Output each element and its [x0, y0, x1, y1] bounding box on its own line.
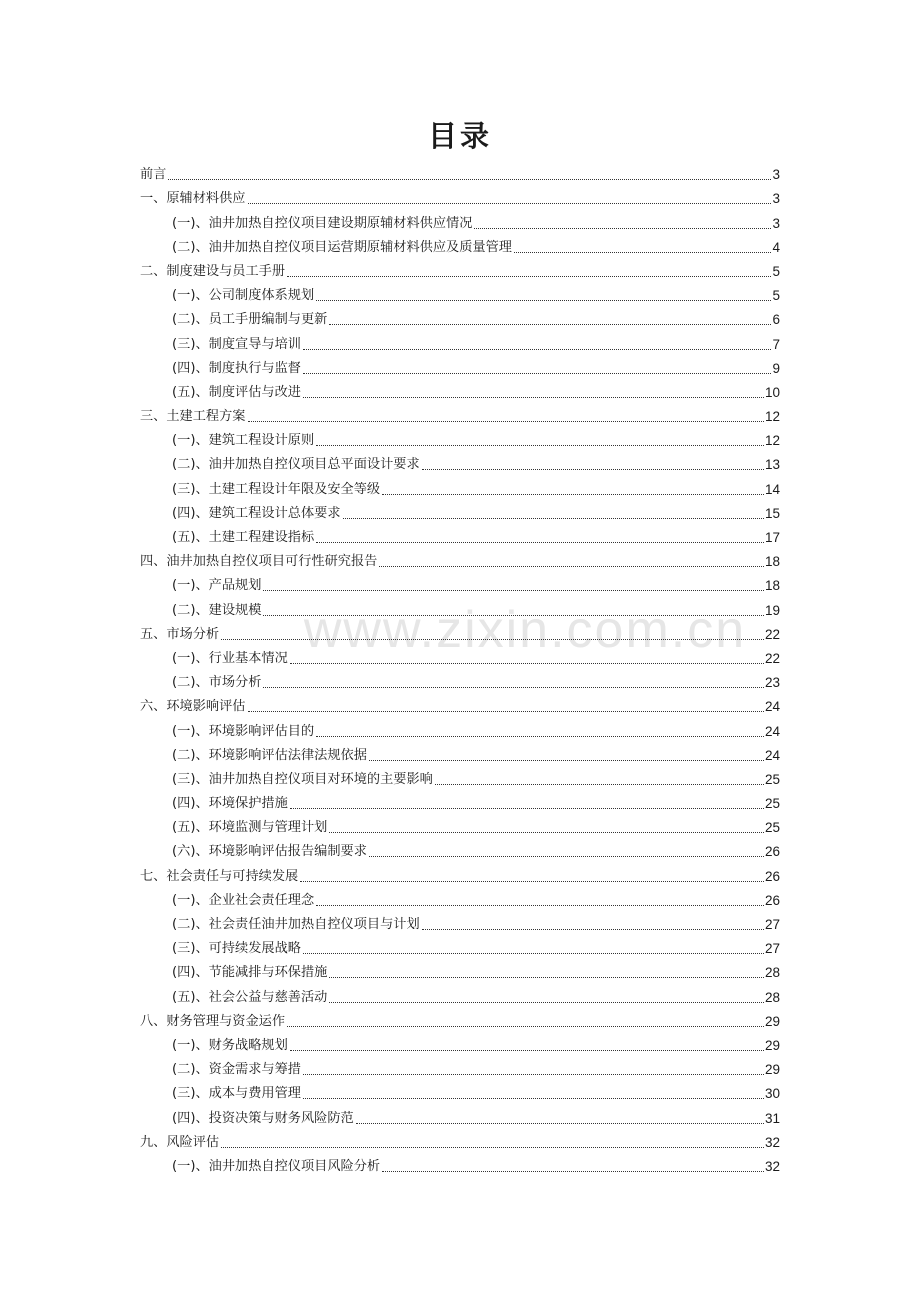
toc-entry[interactable] [140, 692, 780, 716]
toc-entry[interactable] [140, 1128, 780, 1152]
toc-subentry[interactable] [140, 1103, 780, 1127]
toc-entry-label: (三)、可持续发展战略 [172, 941, 301, 957]
toc-dot-leader [303, 349, 772, 350]
toc-subentry[interactable] [140, 474, 780, 498]
toc-entry-label: (三)、土建工程设计年限及安全等级 [172, 481, 381, 497]
toc-entry-label: (五)、社会公益与慈善活动 [172, 989, 328, 1005]
toc-subentry[interactable] [140, 668, 780, 692]
toc-page-number: 7 [772, 336, 780, 352]
toc-entry-label: (四)、建筑工程设计总体要求 [172, 505, 341, 521]
toc-dot-leader [379, 566, 764, 567]
toc-page-number: 25 [764, 820, 780, 836]
toc-page-number: 32 [764, 1134, 780, 1150]
toc-entry-label: (二)、社会责任油井加热自控仪项目与计划 [172, 917, 420, 932]
toc-entry-label: (二)、建设规模 [172, 602, 262, 618]
toc-subentry[interactable] [140, 378, 780, 402]
toc-dot-leader [316, 445, 764, 446]
toc-page-number: 19 [764, 602, 780, 618]
toc-entry-label: (二)、员工手册编制与更新 [172, 312, 328, 328]
toc-page-number: 12 [764, 433, 780, 449]
toc-page-number: 23 [764, 675, 780, 691]
toc-entry-label: 一、原辅材料供应 [140, 191, 246, 207]
toc-dot-leader [168, 179, 771, 180]
toc-page-number: 30 [764, 1086, 780, 1102]
toc-entry[interactable] [140, 257, 780, 281]
toc-subentry[interactable] [140, 1079, 780, 1103]
toc-subentry[interactable] [140, 644, 780, 668]
toc-subentry[interactable] [140, 571, 780, 595]
toc-dot-leader [382, 1171, 764, 1172]
toc-dot-leader [303, 1074, 764, 1075]
toc-dot-leader [248, 421, 764, 422]
toc-page-number: 25 [764, 771, 780, 787]
toc-entry[interactable] [140, 620, 780, 644]
toc-dot-leader [303, 397, 764, 398]
toc-subentry[interactable] [140, 208, 780, 232]
toc-subentry[interactable] [140, 305, 780, 329]
toc-dot-leader [290, 663, 764, 664]
toc-entry-label: (二)、环境影响评估法律法规依据 [172, 747, 367, 763]
toc-page-number: 13 [764, 457, 780, 473]
toc-dot-leader [316, 542, 764, 543]
toc-entry-label: (五)、土建工程建设指标 [172, 530, 315, 545]
toc-entry-label: (四)、环境保护措施 [172, 796, 288, 812]
toc-dot-leader [514, 252, 772, 253]
toc-entry-label: (一)、企业社会责任理念 [172, 892, 315, 908]
toc-page-number: 22 [764, 626, 780, 642]
toc-entry-label: 六、环境影响评估 [140, 699, 246, 715]
toc-page-number: 15 [764, 505, 780, 521]
toc-subentry[interactable] [140, 523, 780, 547]
toc-subentry[interactable] [140, 934, 780, 958]
toc-dot-leader [221, 639, 764, 640]
toc-entry[interactable] [140, 1007, 780, 1031]
toc-dot-leader [343, 518, 764, 519]
toc-entry-label: 三、土建工程方案 [140, 409, 246, 425]
toc-page-number: 10 [764, 384, 780, 400]
toc-entry-label: (四)、制度执行与监督 [172, 360, 301, 376]
toc-subentry[interactable] [140, 837, 780, 861]
toc-entry-label: (二)、市场分析 [172, 675, 262, 691]
toc-entry-label: 九、风险评估 [140, 1134, 220, 1150]
toc-page-number: 27 [764, 941, 780, 957]
toc-page-number: 17 [764, 530, 780, 545]
toc-subentry[interactable] [140, 982, 780, 1006]
toc-dot-leader [329, 977, 764, 978]
toc-page-number: 24 [764, 699, 780, 715]
toc-subentry[interactable] [140, 789, 780, 813]
toc-page-number: 29 [764, 1013, 780, 1029]
toc-page-number: 14 [764, 481, 780, 497]
toc-dot-leader [263, 615, 764, 616]
watermark: www.zixin.com.cn [303, 601, 747, 659]
toc-dot-leader [316, 736, 764, 737]
toc-entry-label: 八、财务管理与资金运作 [140, 1013, 286, 1029]
toc-page-number: 25 [764, 796, 780, 812]
toc-dot-leader [329, 832, 764, 833]
toc-entry-label: 二、制度建设与员工手册 [140, 263, 286, 279]
toc-page-number: 9 [772, 360, 780, 376]
toc-entry-label: (一)、油井加热自控仪项目建设期原辅材料供应情况 [172, 215, 473, 231]
toc-page-number: 3 [772, 191, 780, 207]
toc-dot-leader [290, 808, 764, 809]
toc-dot-leader [382, 494, 764, 495]
toc-subentry[interactable] [140, 765, 780, 789]
toc-entry-label: (六)、环境影响评估报告编制要求 [172, 844, 367, 860]
toc-dot-leader [303, 953, 764, 954]
toc-page-number: 28 [764, 989, 780, 1005]
toc-entry-label: (三)、制度宣导与培训 [172, 336, 301, 352]
toc-dot-leader [248, 203, 772, 204]
toc-subentry[interactable] [140, 499, 780, 523]
toc-dot-leader [356, 1123, 764, 1124]
toc-page-number: 5 [772, 288, 780, 304]
toc-dot-leader [329, 1002, 764, 1003]
toc-page-number: 6 [772, 312, 780, 328]
toc-entry-label: (五)、制度评估与改进 [172, 384, 301, 400]
toc-page-number: 18 [764, 578, 780, 594]
toc-page-number: 27 [764, 917, 780, 932]
toc-subentry[interactable] [140, 426, 780, 450]
toc-page-number: 3 [772, 215, 780, 231]
toc-page-number: 26 [764, 868, 780, 884]
toc-dot-leader [287, 276, 771, 277]
toc-subentry[interactable] [140, 910, 780, 934]
toc-subentry[interactable] [140, 354, 780, 378]
toc-entry[interactable] [140, 861, 780, 885]
toc-entry-label: (二)、资金需求与筹措 [172, 1062, 301, 1078]
toc-entry-label: (一)、产品规划 [172, 578, 262, 594]
toc-dot-leader [248, 711, 764, 712]
toc-page-number: 29 [764, 1037, 780, 1053]
toc-entry[interactable] [140, 160, 780, 184]
toc-entry-label: 四、油井加热自控仪项目可行性研究报告 [140, 554, 378, 570]
toc-entry-label: (一)、环境影响评估目的 [172, 723, 315, 739]
toc-subentry[interactable] [140, 1031, 780, 1055]
toc-subentry[interactable] [140, 1055, 780, 1079]
toc-entry-label: (二)、油井加热自控仪项目总平面设计要求 [172, 457, 420, 473]
toc-dot-leader [287, 1026, 764, 1027]
toc-entry[interactable] [140, 184, 780, 208]
toc-page-number: 4 [772, 239, 780, 255]
toc-dot-leader [474, 228, 771, 229]
toc-entry-label: (一)、建筑工程设计原则 [172, 433, 315, 449]
toc-subentry[interactable] [140, 958, 780, 982]
toc-page-number: 32 [764, 1158, 780, 1174]
toc-page-number: 18 [764, 554, 780, 570]
toc-page-number: 24 [764, 747, 780, 763]
toc-subentry[interactable] [140, 281, 780, 305]
toc-entry-label: 七、社会责任与可持续发展 [140, 868, 299, 884]
toc-entry-label: (三)、油井加热自控仪项目对环境的主要影响 [172, 771, 433, 787]
toc-subentry[interactable] [140, 1152, 780, 1176]
toc-entry-label: (一)、行业基本情况 [172, 650, 288, 666]
toc-page-number: 26 [764, 892, 780, 908]
toc-subentry[interactable] [140, 886, 780, 910]
toc-page-number: 24 [764, 723, 780, 739]
toc-subentry[interactable] [140, 450, 780, 474]
toc-subentry[interactable] [140, 741, 780, 765]
toc-subentry[interactable] [140, 716, 780, 740]
toc-entry-label: (五)、环境监测与管理计划 [172, 820, 328, 836]
toc-entry-label: 五、市场分析 [140, 626, 220, 642]
toc-dot-leader [316, 300, 771, 301]
toc-entry-label: (四)、投资决策与财务风险防范 [172, 1110, 354, 1126]
toc-page-number: 26 [764, 844, 780, 860]
toc-subentry[interactable] [140, 329, 780, 353]
toc-dot-leader [263, 687, 764, 688]
toc-dot-leader [369, 760, 764, 761]
toc-entry[interactable] [140, 402, 780, 426]
toc-dot-leader [300, 881, 764, 882]
toc-entry[interactable] [140, 547, 780, 571]
toc-page-number: 31 [764, 1110, 780, 1126]
toc-page-number: 28 [764, 965, 780, 981]
toc-page-number: 29 [764, 1062, 780, 1078]
toc-page-number: 12 [764, 409, 780, 425]
toc-page-number: 22 [764, 650, 780, 666]
toc-dot-leader [435, 784, 764, 785]
toc-dot-leader [422, 929, 764, 930]
toc-entry-label: (二)、油井加热自控仪项目运营期原辅材料供应及质量管理 [172, 239, 512, 255]
toc-subentry[interactable] [140, 813, 780, 837]
toc-entry-label: (三)、成本与费用管理 [172, 1086, 301, 1102]
toc-dot-leader [329, 324, 771, 325]
toc-subentry[interactable] [140, 595, 780, 619]
toc-entry-label: (一)、财务战略规划 [172, 1037, 288, 1053]
toc-page-number: 3 [772, 167, 780, 183]
table-of-contents [140, 160, 780, 1176]
toc-entry-label: (四)、节能减排与环保措施 [172, 965, 328, 981]
toc-dot-leader [422, 469, 764, 470]
toc-dot-leader [303, 1098, 764, 1099]
toc-dot-leader [369, 856, 764, 857]
toc-dot-leader [303, 373, 772, 374]
toc-page-number: 5 [772, 263, 780, 279]
toc-entry-label: 前言 [140, 167, 167, 183]
toc-entry-label: (一)、公司制度体系规划 [172, 288, 315, 304]
toc-subentry[interactable] [140, 233, 780, 257]
toc-dot-leader [290, 1050, 764, 1051]
toc-entry-label: (一)、油井加热自控仪项目风险分析 [172, 1158, 381, 1174]
toc-dot-leader [316, 905, 764, 906]
toc-dot-leader [221, 1147, 764, 1148]
toc-dot-leader [263, 590, 764, 591]
page-title: 目录 [427, 119, 492, 153]
